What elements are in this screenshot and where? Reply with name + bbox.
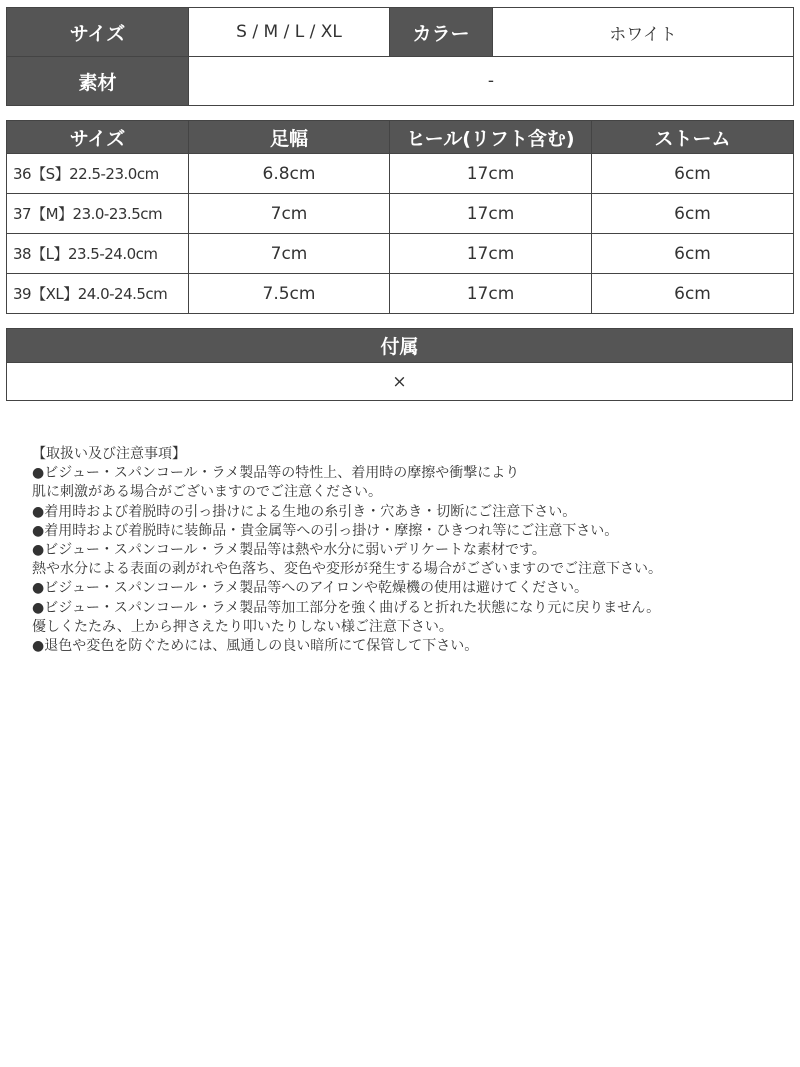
accessories-value: × (7, 363, 793, 401)
size-table-header (7, 121, 794, 154)
cell-storm: 6cm (592, 274, 794, 314)
note-line: ●ビジュー・スパンコール・ラメ製品等加工部分を強く曲げると折れた状態になり元に戻りません。 (32, 599, 661, 616)
color-value: ホワイト (493, 8, 794, 57)
care-notes (32, 445, 792, 656)
note-line: 優しくたたみ、上から押さえたり叩いたりしない様ご注意下さい。 (32, 618, 453, 635)
cell-heel: 17cm (390, 154, 592, 194)
spec-row-material (7, 57, 794, 106)
cell-foot-width: 7cm (189, 234, 390, 274)
cell-size: 38【L】23.5-24.0cm (7, 234, 189, 274)
cell-foot-width: 7.5cm (189, 274, 390, 314)
color-label: カラー (390, 8, 493, 57)
note-line: 肌に刺激がある場合がございますのでご注意ください。 (32, 484, 382, 501)
spec-table (6, 7, 794, 106)
cell-heel: 17cm (390, 194, 592, 234)
note-line: ●ビジュー・スパンコール・ラメ製品等は熱や水分に弱いデリケートな素材です。 (32, 541, 546, 558)
table-row (7, 234, 794, 274)
note-line: 熱や水分による表面の剥がれや色落ち、変色や変形が発生する場合がございますのでご注意下さい。 (32, 561, 662, 578)
table-row (7, 194, 794, 234)
cell-foot-width: 7cm (189, 194, 390, 234)
material-label: 素材 (7, 57, 189, 106)
cell-storm: 6cm (592, 194, 794, 234)
cell-storm: 6cm (592, 154, 794, 194)
note-line: ●ビジュー・スパンコール・ラメ製品等へのアイロンや乾燥機の使用は避けてください。 (32, 580, 588, 597)
size-table (6, 120, 794, 314)
note-line: ●ビジュー・スパンコール・ラメ製品等の特性上、着用時の摩擦や衝撃により (32, 465, 520, 482)
cell-size: 39【XL】24.0-24.5cm (7, 274, 189, 314)
header-storm: ストーム (592, 121, 794, 154)
notes-heading: 【取扱い及び注意事項】 (32, 446, 186, 462)
cell-size: 37【M】23.0-23.5cm (7, 194, 189, 234)
cell-foot-width: 6.8cm (189, 154, 390, 194)
cell-heel: 17cm (390, 234, 592, 274)
cell-size: 36【S】22.5-23.0cm (7, 154, 189, 194)
header-foot-width: 足幅 (189, 121, 390, 154)
size-label: サイズ (7, 8, 189, 57)
cell-heel: 17cm (390, 274, 592, 314)
spec-row-size-color (7, 8, 794, 57)
table-row (7, 154, 794, 194)
material-value: - (189, 57, 794, 106)
accessories-row (7, 363, 793, 401)
accessories-table (6, 328, 793, 401)
header-size: サイズ (7, 121, 189, 154)
note-line: ●退色や変色を防ぐためには、風通しの良い暗所にて保管して下さい。 (32, 637, 479, 654)
header-heel: ヒール(リフト含む) (390, 121, 592, 154)
table-row (7, 274, 794, 314)
accessories-header (7, 329, 793, 363)
accessories-label: 付属 (7, 329, 793, 363)
note-line: ●着用時および着脱時に装飾品・貴金属等への引っ掛け・摩擦・ひきつれ等にご注意下さい。 (32, 522, 619, 539)
size-value: S / M / L / XL (189, 8, 390, 57)
cell-storm: 6cm (592, 234, 794, 274)
note-line: ●着用時および着脱時の引っ掛けによる生地の糸引き・穴あき・切断にご注意下さい。 (32, 503, 577, 520)
